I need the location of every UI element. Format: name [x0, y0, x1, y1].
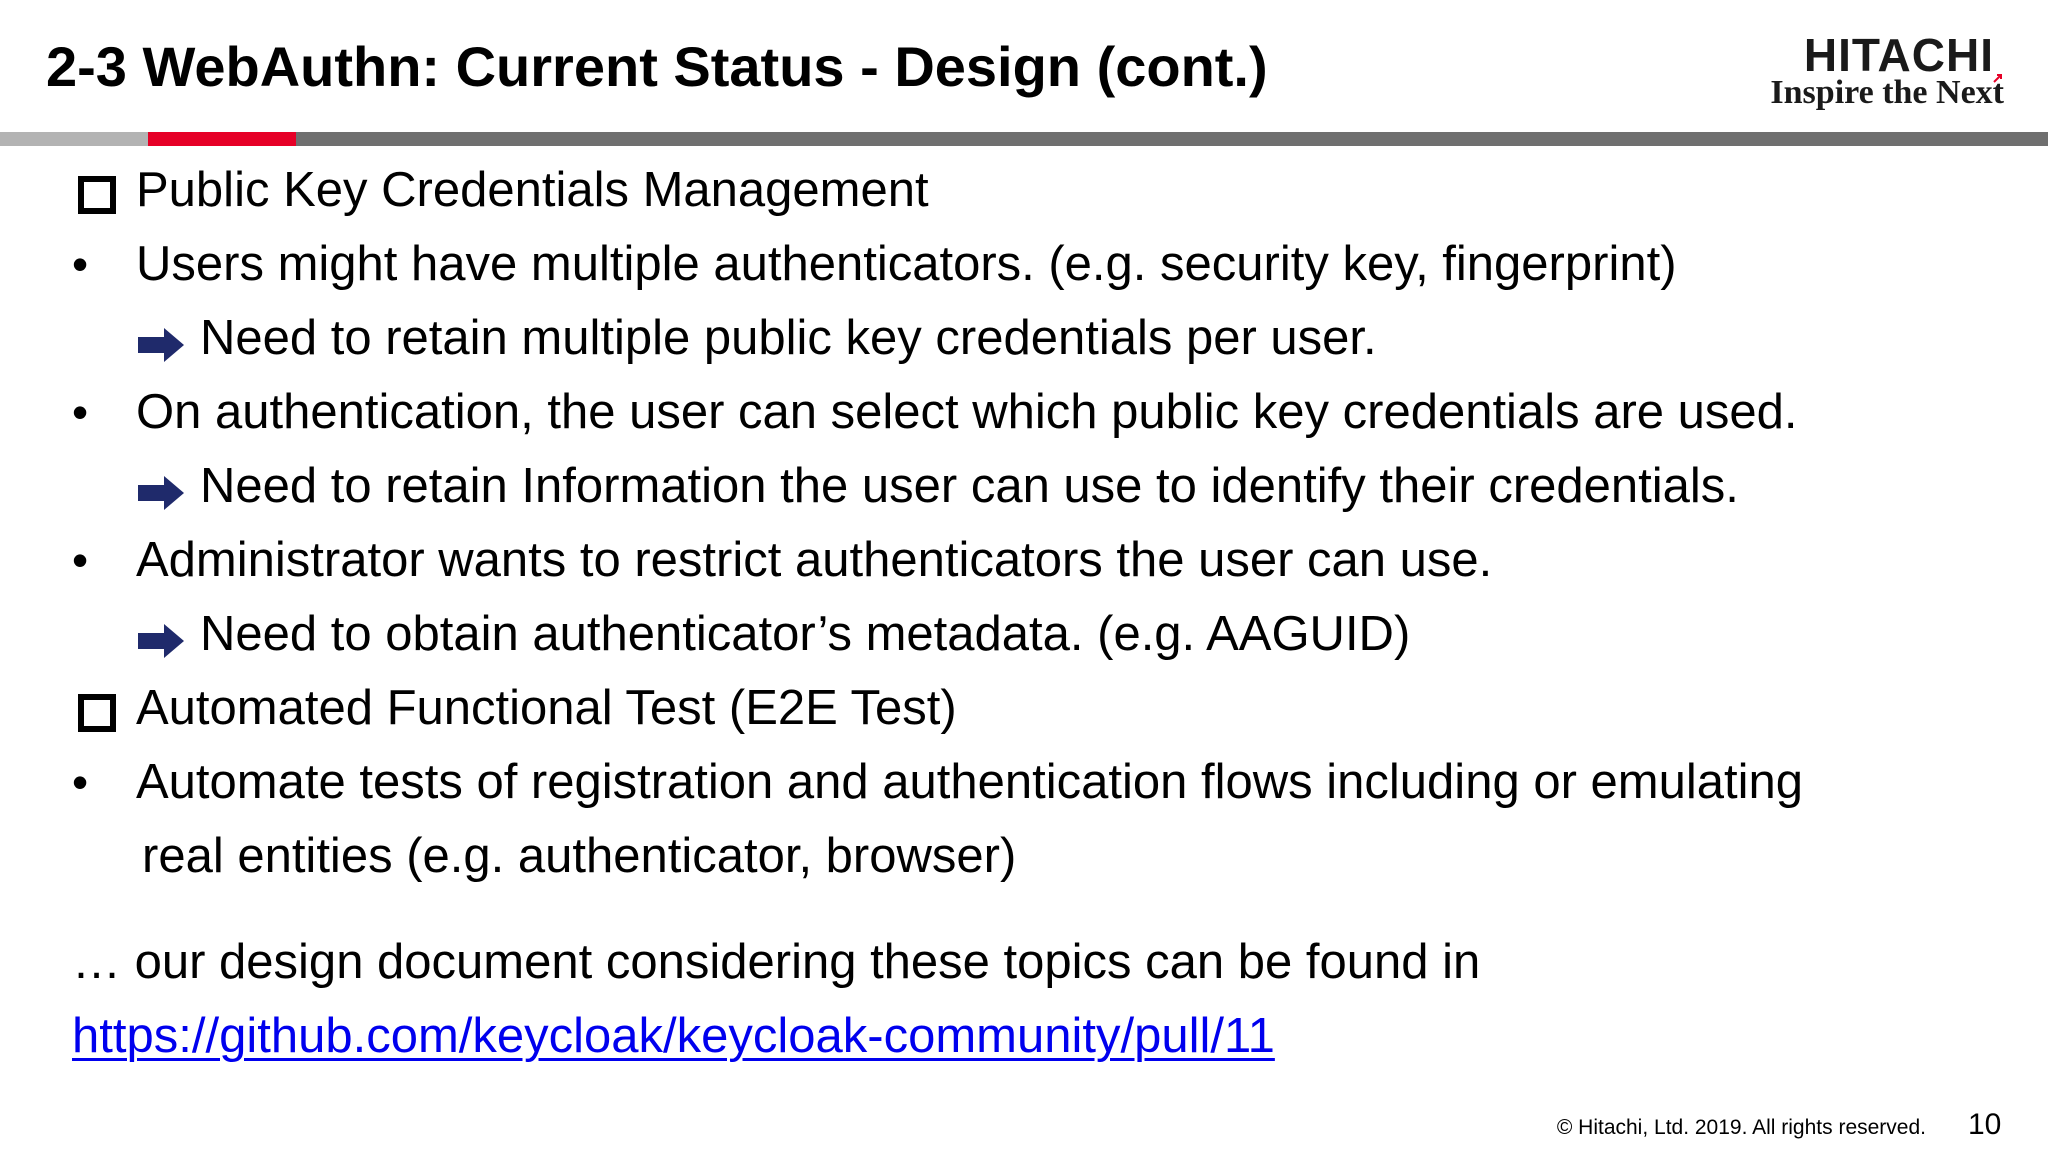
- list-item-text: Public Key Credentials Management: [136, 163, 929, 217]
- list-item-text: Automate tests of registration and authentication flows including or emulating: [136, 755, 1803, 809]
- bullet-dot-icon: •: [72, 756, 89, 808]
- logo-spark-icon: [1992, 74, 2002, 84]
- copyright-notice: © Hitachi, Ltd. 2019. All rights reserved.: [1556, 1116, 1926, 1139]
- header-rule-light-segment: [0, 132, 148, 146]
- list-item-text: real entities (e.g. authenticator, browser): [142, 829, 1017, 883]
- logo-tagline: Inspire the Next: [1770, 74, 2004, 111]
- square-bullet-icon: [78, 694, 116, 732]
- list-item-text: Need to retain Information the user can use to identify their credentials.: [200, 459, 1739, 513]
- bullet-dot-icon: •: [72, 534, 89, 586]
- bullet-dot-icon: •: [72, 238, 89, 290]
- list-item-text: Automated Functional Test (E2E Test): [136, 681, 957, 735]
- square-bullet-icon: [78, 176, 116, 214]
- slide-title: 2-3 WebAuthn: Current Status - Design (cont.): [46, 35, 1268, 98]
- design-doc-link[interactable]: https://github.com/keycloak/keycloak-community/pull/11: [72, 1009, 1275, 1063]
- logo-wordmark: HITACHI: [1803, 29, 1994, 81]
- list-item-text: On authentication, the user can select which public key credentials are used.: [136, 385, 1798, 439]
- list-item-text: Need to retain multiple public key credentials per user.: [200, 311, 1377, 365]
- list-item-text: Need to obtain authenticator’s metadata. (e.g. AAGUID): [200, 607, 1411, 661]
- page-number: 10: [1968, 1108, 2002, 1141]
- bullet-dot-icon: •: [72, 386, 89, 438]
- header-rule-accent-segment: [148, 132, 296, 146]
- list-item-text: Users might have multiple authenticators. (e.g. security key, fingerprint): [136, 237, 1677, 291]
- hitachi-logo: [1742, 28, 2014, 112]
- right-arrow-icon: [138, 328, 184, 362]
- header-rule: [0, 132, 2048, 146]
- list-item-text: Administrator wants to restrict authenticators the user can use.: [136, 533, 1493, 587]
- right-arrow-icon: [138, 624, 184, 658]
- design-doc-note: … our design document considering these topics can be found in: [72, 935, 1481, 989]
- right-arrow-icon: [138, 476, 184, 510]
